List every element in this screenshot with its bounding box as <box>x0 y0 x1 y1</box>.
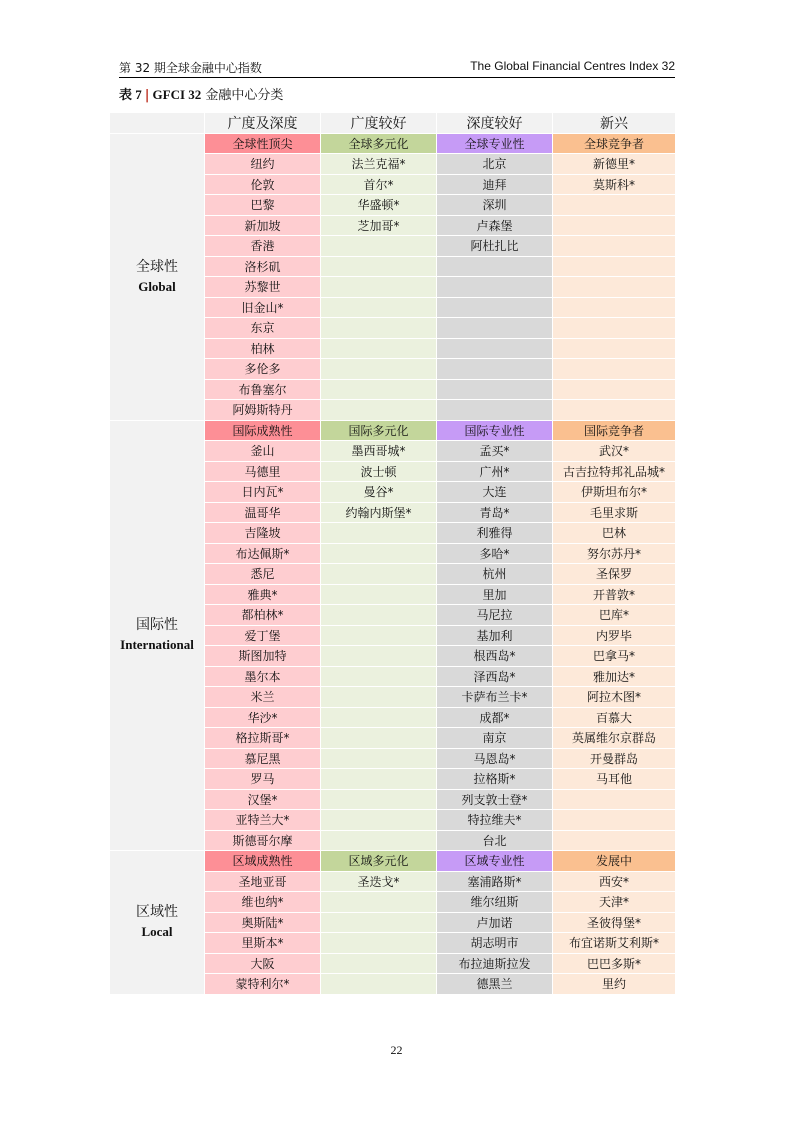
city-cell: 汉堡* <box>205 790 321 811</box>
empty-cell <box>321 626 437 647</box>
category-header: 全球多元化 <box>321 134 437 155</box>
city-cell: 都柏林* <box>205 605 321 626</box>
empty-cell <box>321 667 437 688</box>
city-cell: 釜山 <box>205 441 321 462</box>
region-label <box>110 851 205 995</box>
category-header: 全球专业性 <box>437 134 553 155</box>
category-header: 全球竞争者 <box>553 134 676 155</box>
empty-cell <box>321 933 437 954</box>
city-cell: 奥斯陆* <box>205 913 321 934</box>
city-cell: 吉隆坡 <box>205 523 321 544</box>
city-cell: 基加利 <box>437 626 553 647</box>
city-cell: 多伦多 <box>205 359 321 380</box>
city-cell: 阿姆斯特丹 <box>205 400 321 421</box>
category-header: 全球性顶尖 <box>205 134 321 155</box>
empty-cell <box>553 790 676 811</box>
city-cell: 新加坡 <box>205 216 321 237</box>
category-header: 国际多元化 <box>321 421 437 442</box>
city-cell: 巴黎 <box>205 195 321 216</box>
city-cell: 首尔* <box>321 175 437 196</box>
category-header: 国际成熟性 <box>205 421 321 442</box>
empty-cell <box>553 318 676 339</box>
empty-cell <box>321 831 437 852</box>
city-cell: 华盛顿* <box>321 195 437 216</box>
empty-cell <box>321 277 437 298</box>
column-header: 新兴 <box>553 113 676 134</box>
city-cell: 天津* <box>553 892 676 913</box>
region-name-en: Global <box>138 278 176 294</box>
empty-cell <box>321 298 437 319</box>
empty-cell <box>437 298 553 319</box>
empty-cell <box>437 277 553 298</box>
city-cell: 圣迭戈* <box>321 872 437 893</box>
empty-cell <box>321 585 437 606</box>
region-label <box>110 134 205 421</box>
empty-cell <box>321 728 437 749</box>
city-cell: 特拉维夫* <box>437 810 553 831</box>
empty-cell <box>321 810 437 831</box>
city-cell: 温哥华 <box>205 503 321 524</box>
empty-cell <box>321 954 437 975</box>
city-cell: 马恩岛* <box>437 749 553 770</box>
city-cell: 圣地亚哥 <box>205 872 321 893</box>
city-cell: 马尼拉 <box>437 605 553 626</box>
empty-cell <box>321 236 437 257</box>
city-cell: 胡志明市 <box>437 933 553 954</box>
category-header: 发展中 <box>553 851 676 872</box>
city-cell: 蒙特利尔* <box>205 974 321 995</box>
city-cell: 东京 <box>205 318 321 339</box>
empty-cell <box>321 523 437 544</box>
category-header: 区域多元化 <box>321 851 437 872</box>
city-cell: 卢森堡 <box>437 216 553 237</box>
empty-cell <box>553 810 676 831</box>
city-cell: 青岛* <box>437 503 553 524</box>
city-cell: 塞浦路斯* <box>437 872 553 893</box>
empty-cell <box>553 339 676 360</box>
region-label <box>110 421 205 852</box>
city-cell: 大阪 <box>205 954 321 975</box>
city-cell: 阿杜扎比 <box>437 236 553 257</box>
city-cell: 墨尔本 <box>205 667 321 688</box>
category-header: 国际竞争者 <box>553 421 676 442</box>
city-cell: 莫斯科* <box>553 175 676 196</box>
city-cell: 芝加哥* <box>321 216 437 237</box>
city-cell: 古吉拉特邦礼品城* <box>553 462 676 483</box>
city-cell: 多哈* <box>437 544 553 565</box>
empty-cell <box>553 277 676 298</box>
city-cell: 英属维尔京群岛 <box>553 728 676 749</box>
city-cell: 德黑兰 <box>437 974 553 995</box>
city-cell: 北京 <box>437 154 553 175</box>
empty-cell <box>321 708 437 729</box>
city-cell: 格拉斯哥* <box>205 728 321 749</box>
empty-cell <box>553 831 676 852</box>
city-cell: 维也纳* <box>205 892 321 913</box>
empty-cell <box>553 298 676 319</box>
city-cell: 马德里 <box>205 462 321 483</box>
category-header: 国际专业性 <box>437 421 553 442</box>
city-cell: 里斯本* <box>205 933 321 954</box>
header-title-cn: 第 32 期全球金融中心指数 <box>119 61 262 75</box>
city-cell: 巴林 <box>553 523 676 544</box>
column-header: 深度较好 <box>437 113 553 134</box>
city-cell: 武汉* <box>553 441 676 462</box>
category-header: 区域成熟性 <box>205 851 321 872</box>
empty-cell <box>321 749 437 770</box>
column-header: 广度及深度 <box>205 113 321 134</box>
city-cell: 利雅得 <box>437 523 553 544</box>
page-number: 22 <box>390 1043 403 1057</box>
city-cell: 维尔纽斯 <box>437 892 553 913</box>
city-cell: 布拉迪斯拉发 <box>437 954 553 975</box>
caption-title-en: GFCI 32 <box>152 87 202 102</box>
city-cell: 罗马 <box>205 769 321 790</box>
city-cell: 香港 <box>205 236 321 257</box>
city-cell: 开曼群岛 <box>553 749 676 770</box>
city-cell: 柏林 <box>205 339 321 360</box>
empty-cell <box>321 974 437 995</box>
city-cell: 巴巴多斯* <box>553 954 676 975</box>
city-cell: 西安* <box>553 872 676 893</box>
city-cell: 根西岛* <box>437 646 553 667</box>
running-header <box>119 59 675 78</box>
city-cell: 马耳他 <box>553 769 676 790</box>
empty-cell <box>321 646 437 667</box>
caption-title-cn: 金融中心分类 <box>201 88 284 103</box>
empty-cell <box>553 195 676 216</box>
region-name-en: Local <box>141 924 173 940</box>
city-cell: 旧金山* <box>205 298 321 319</box>
city-cell: 开普敦* <box>553 585 676 606</box>
column-header: 广度较好 <box>321 113 437 134</box>
city-cell: 约翰内斯堡* <box>321 503 437 524</box>
region-name-en: International <box>120 637 194 653</box>
city-cell: 洛杉矶 <box>205 257 321 278</box>
empty-cell <box>553 400 676 421</box>
empty-cell <box>437 339 553 360</box>
city-cell: 米兰 <box>205 687 321 708</box>
empty-cell <box>321 913 437 934</box>
table-caption <box>119 84 283 103</box>
empty-cell <box>437 257 553 278</box>
city-cell: 巴拿马* <box>553 646 676 667</box>
region-name-cn: 全球性 <box>136 258 178 275</box>
city-cell: 新德里* <box>553 154 676 175</box>
empty-cell <box>437 318 553 339</box>
city-cell: 亚特兰大* <box>205 810 321 831</box>
empty-cell <box>321 564 437 585</box>
city-cell: 伊斯坦布尔* <box>553 482 676 503</box>
city-cell: 纽约 <box>205 154 321 175</box>
city-cell: 斯德哥尔摩 <box>205 831 321 852</box>
city-cell: 迪拜 <box>437 175 553 196</box>
empty-cell <box>321 318 437 339</box>
region-name-cn: 区域性 <box>136 904 178 921</box>
city-cell: 台北 <box>437 831 553 852</box>
city-cell: 法兰克福* <box>321 154 437 175</box>
empty-cell <box>437 400 553 421</box>
empty-cell <box>321 790 437 811</box>
city-cell: 伦敦 <box>205 175 321 196</box>
city-cell: 华沙* <box>205 708 321 729</box>
city-cell: 深圳 <box>437 195 553 216</box>
empty-cell <box>553 216 676 237</box>
empty-cell <box>321 400 437 421</box>
city-cell: 卢加诺 <box>437 913 553 934</box>
city-cell: 波士顿 <box>321 462 437 483</box>
city-cell: 日内瓦* <box>205 482 321 503</box>
city-cell: 慕尼黑 <box>205 749 321 770</box>
city-cell: 卡萨布兰卡* <box>437 687 553 708</box>
table-number: 表 7 <box>119 87 142 102</box>
empty-cell <box>321 544 437 565</box>
city-cell: 百慕大 <box>553 708 676 729</box>
city-cell: 圣彼得堡* <box>553 913 676 934</box>
city-cell: 杭州 <box>437 564 553 585</box>
city-cell: 布宜诺斯艾利斯* <box>553 933 676 954</box>
city-cell: 巴库* <box>553 605 676 626</box>
city-cell: 苏黎世 <box>205 277 321 298</box>
city-cell: 雅加达* <box>553 667 676 688</box>
category-header: 区域专业性 <box>437 851 553 872</box>
empty-cell <box>321 339 437 360</box>
empty-cell <box>553 359 676 380</box>
city-cell: 圣保罗 <box>553 564 676 585</box>
city-cell: 里约 <box>553 974 676 995</box>
empty-cell <box>553 236 676 257</box>
empty-cell <box>553 257 676 278</box>
city-cell: 广州* <box>437 462 553 483</box>
empty-cell <box>321 257 437 278</box>
city-cell: 布达佩斯* <box>205 544 321 565</box>
city-cell: 里加 <box>437 585 553 606</box>
empty-cell <box>321 605 437 626</box>
city-cell: 雅典* <box>205 585 321 606</box>
city-cell: 努尔苏丹* <box>553 544 676 565</box>
city-cell: 拉格斯* <box>437 769 553 790</box>
city-cell: 南京 <box>437 728 553 749</box>
city-cell: 毛里求斯 <box>553 503 676 524</box>
empty-cell <box>437 359 553 380</box>
city-cell: 墨西哥城* <box>321 441 437 462</box>
city-cell: 斯图加特 <box>205 646 321 667</box>
city-cell: 内罗毕 <box>553 626 676 647</box>
empty-cell <box>321 380 437 401</box>
empty-cell <box>321 892 437 913</box>
empty-cell <box>553 380 676 401</box>
city-cell: 曼谷* <box>321 482 437 503</box>
city-cell: 阿拉木图* <box>553 687 676 708</box>
city-cell: 悉尼 <box>205 564 321 585</box>
city-cell: 泽西岛* <box>437 667 553 688</box>
empty-cell <box>321 769 437 790</box>
city-cell: 爱丁堡 <box>205 626 321 647</box>
header-title-en: The Global Financial Centres Index 32 <box>470 59 675 73</box>
city-cell: 列支敦士登* <box>437 790 553 811</box>
empty-cell <box>437 380 553 401</box>
city-cell: 成都* <box>437 708 553 729</box>
corner-cell <box>110 113 205 134</box>
empty-cell <box>321 359 437 380</box>
city-cell: 大连 <box>437 482 553 503</box>
caption-separator: | <box>144 88 150 103</box>
classification-table <box>110 113 676 995</box>
empty-cell <box>321 687 437 708</box>
city-cell: 布鲁塞尔 <box>205 380 321 401</box>
region-name-cn: 国际性 <box>136 617 178 634</box>
city-cell: 孟买* <box>437 441 553 462</box>
